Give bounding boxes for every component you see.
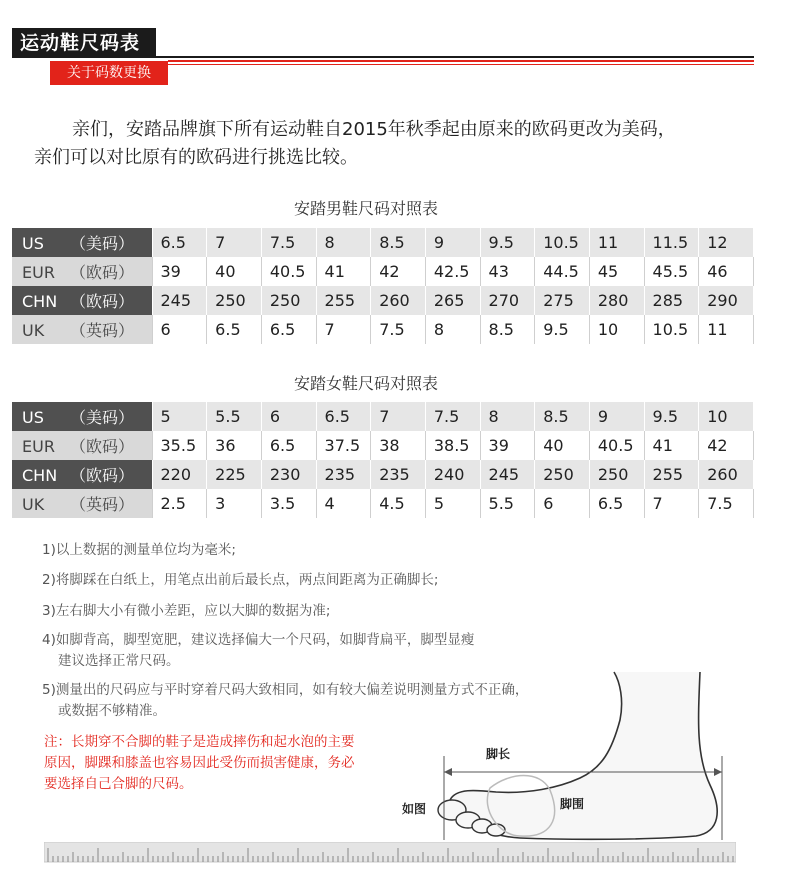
page-title: 运动鞋尺码表	[12, 28, 156, 58]
note-5-line-1: 5)测量出的尺码应与平时穿着尺码大致相同，如有较大偏差说明测量方式不正确，	[42, 682, 529, 698]
size-system-name: （美码）	[70, 408, 135, 427]
size-cell: 230	[261, 460, 316, 489]
size-cell: 6.5	[152, 228, 207, 257]
size-cell: 245	[480, 460, 535, 489]
size-cell: 260	[371, 286, 426, 315]
size-cell: 9	[589, 402, 644, 431]
size-row-us	[12, 402, 754, 431]
intro-line-1: 亲们，安踏品牌旗下所有运动鞋自2015年秋季起由原来的欧码更改为美码，	[72, 119, 676, 140]
men-size-table	[12, 228, 754, 344]
size-cell: 265	[425, 286, 480, 315]
size-cell: 235	[371, 460, 426, 489]
size-cell: 260	[699, 460, 754, 489]
size-system-code: EUR	[22, 437, 55, 456]
size-cell: 5	[152, 402, 207, 431]
size-cell: 5.5	[480, 489, 535, 518]
size-cell: 7.5	[425, 402, 480, 431]
size-cell: 225	[207, 460, 262, 489]
size-cell: 4	[316, 489, 371, 518]
size-cell: 6.5	[316, 402, 371, 431]
size-cell: 10.5	[644, 315, 699, 344]
size-cell: 4.5	[371, 489, 426, 518]
size-cell: 240	[425, 460, 480, 489]
row-label	[12, 257, 152, 286]
size-cell: 7	[316, 315, 371, 344]
size-system-name: （英码）	[70, 321, 135, 340]
size-cell: 45.5	[644, 257, 699, 286]
warning-line-2: 原因，脚踝和膝盖也容易因此受伤而损害健康，务必	[44, 755, 355, 771]
size-system-name: （欧码）	[70, 263, 135, 282]
foot-girth-label: 脚围	[560, 797, 585, 811]
size-cell: 9.5	[644, 402, 699, 431]
size-cell: 42.5	[425, 257, 480, 286]
size-cell: 9.5	[480, 228, 535, 257]
size-cell: 250	[535, 460, 590, 489]
warning-line-1: 注：长期穿不合脚的鞋子是造成摔伤和起水泡的主要	[44, 734, 355, 750]
size-cell: 11	[699, 315, 754, 344]
size-cell: 7.5	[699, 489, 754, 518]
size-system-code: CHN	[22, 292, 58, 311]
size-cell: 8	[316, 228, 371, 257]
size-cell: 7.5	[371, 315, 426, 344]
size-cell: 250	[261, 286, 316, 315]
size-cell: 8	[480, 402, 535, 431]
size-system-code: US	[22, 408, 44, 427]
size-system-code: EUR	[22, 263, 55, 282]
size-cell: 250	[589, 460, 644, 489]
size-system-code: UK	[22, 495, 45, 514]
size-cell: 6	[152, 315, 207, 344]
foot-measure-illustration	[400, 660, 740, 850]
example-label: 如图	[402, 802, 427, 816]
note-4-line-1: 4)如脚背高，脚型宽肥，建议选择偏大一个尺码，如脚背扁平，脚型显瘦	[42, 632, 475, 648]
warning-line-3: 要选择自己合脚的尺码。	[44, 776, 193, 792]
size-cell: 255	[316, 286, 371, 315]
size-cell: 270	[480, 286, 535, 315]
size-cell: 40.5	[261, 257, 316, 286]
note-5-line-2: 或数据不够精准。	[58, 703, 166, 719]
size-cell: 280	[589, 286, 644, 315]
size-cell: 40	[535, 431, 590, 460]
size-system-code: UK	[22, 321, 45, 340]
size-cell: 12	[699, 228, 754, 257]
size-cell: 290	[699, 286, 754, 315]
subtitle-tag: 关于码数更换	[50, 61, 168, 85]
size-cell: 11.5	[644, 228, 699, 257]
size-cell: 8.5	[480, 315, 535, 344]
size-cell: 10.5	[535, 228, 590, 257]
size-cell: 37.5	[316, 431, 371, 460]
intro-paragraph	[34, 116, 764, 172]
size-system-name: （欧码）	[70, 466, 135, 485]
size-cell: 9	[425, 228, 480, 257]
size-cell: 38.5	[425, 431, 480, 460]
row-label	[12, 286, 152, 315]
size-cell: 36	[207, 431, 262, 460]
size-cell: 255	[644, 460, 699, 489]
size-system-code: US	[22, 234, 44, 253]
size-row-eur	[12, 257, 754, 286]
row-label	[12, 315, 152, 344]
size-cell: 3	[207, 489, 262, 518]
size-cell: 43	[480, 257, 535, 286]
size-cell: 41	[316, 257, 371, 286]
size-cell: 6.5	[261, 431, 316, 460]
row-label	[12, 402, 152, 431]
size-cell: 8.5	[371, 228, 426, 257]
size-system-name: （欧码）	[70, 437, 135, 456]
size-cell: 5.5	[207, 402, 262, 431]
size-system-code: CHN	[22, 466, 58, 485]
size-cell: 10	[699, 402, 754, 431]
women-size-table	[12, 402, 754, 518]
size-cell: 6.5	[261, 315, 316, 344]
row-label	[12, 228, 152, 257]
size-cell: 44.5	[535, 257, 590, 286]
size-cell: 6.5	[207, 315, 262, 344]
size-cell: 2.5	[152, 489, 207, 518]
size-cell: 8.5	[535, 402, 590, 431]
header-divider	[12, 56, 754, 58]
note-1: 1)以上数据的测量单位均为毫米;	[42, 542, 236, 558]
size-cell: 285	[644, 286, 699, 315]
size-cell: 6	[261, 402, 316, 431]
size-system-name: （美码）	[70, 234, 135, 253]
size-cell: 9.5	[535, 315, 590, 344]
size-cell: 40	[207, 257, 262, 286]
size-row-us	[12, 228, 754, 257]
size-row-eur	[12, 431, 754, 460]
header-accent-line-thin	[168, 64, 754, 65]
size-cell: 6	[535, 489, 590, 518]
size-cell: 7.5	[261, 228, 316, 257]
size-row-uk	[12, 315, 754, 344]
size-row-chn	[12, 286, 754, 315]
size-cell: 40.5	[589, 431, 644, 460]
size-row-uk	[12, 489, 754, 518]
men-table-title: 安踏男鞋尺码对照表	[293, 199, 438, 218]
size-cell: 7	[207, 228, 262, 257]
size-cell: 39	[152, 257, 207, 286]
size-cell: 7	[371, 402, 426, 431]
size-cell: 39	[480, 431, 535, 460]
size-cell: 275	[535, 286, 590, 315]
size-system-name: （英码）	[70, 495, 135, 514]
header-accent-line	[168, 60, 754, 62]
foot-length-label: 脚长	[486, 747, 511, 761]
size-cell: 46	[699, 257, 754, 286]
warning-text	[44, 732, 404, 795]
size-cell: 5	[425, 489, 480, 518]
size-cell: 42	[371, 257, 426, 286]
row-label	[12, 431, 152, 460]
size-cell: 10	[589, 315, 644, 344]
row-label	[12, 489, 152, 518]
size-cell: 41	[644, 431, 699, 460]
row-label	[12, 460, 152, 489]
note-3: 3)左右脚大小有微小差距，应以大脚的数据为准;	[42, 603, 331, 619]
size-cell: 250	[207, 286, 262, 315]
note-2: 2)将脚踩在白纸上，用笔点出前后最长点，两点间距离为正确脚长;	[42, 572, 439, 588]
size-cell: 38	[371, 431, 426, 460]
note-4-line-2: 建议选择正常尺码。	[58, 653, 180, 669]
size-cell: 220	[152, 460, 207, 489]
size-cell: 7	[644, 489, 699, 518]
size-row-chn	[12, 460, 754, 489]
women-table-title: 安踏女鞋尺码对照表	[293, 374, 438, 393]
ruler	[44, 842, 736, 864]
size-cell: 11	[589, 228, 644, 257]
size-cell: 35.5	[152, 431, 207, 460]
size-cell: 42	[699, 431, 754, 460]
intro-line-2: 亲们可以对比原有的欧码进行挑选比较。	[34, 147, 358, 168]
size-cell: 245	[152, 286, 207, 315]
size-cell: 6.5	[589, 489, 644, 518]
size-system-name: （欧码）	[70, 292, 135, 311]
size-cell: 235	[316, 460, 371, 489]
size-cell: 45	[589, 257, 644, 286]
size-cell: 8	[425, 315, 480, 344]
size-cell: 3.5	[261, 489, 316, 518]
